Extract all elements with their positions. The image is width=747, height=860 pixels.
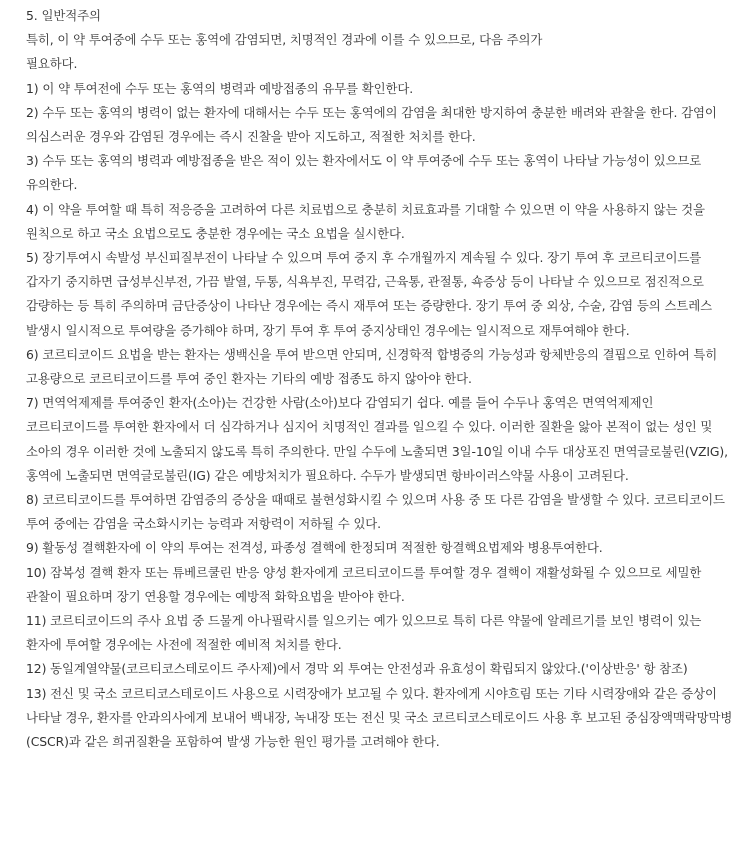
precaution-item-1: 1) 이 약 투여전에 수두 또는 홍역의 병력과 예방접종의 유무를 확인한다. — [26, 80, 414, 96]
precaution-item-12: 12) 동일계열약물(코르티코스테로이드 주사제)에서 경막 외 투여는 안전성과 유효성이 확립되지 않았다.('이상반응' 항 참조) — [26, 661, 688, 677]
precaution-item-13: 13) 전신 및 국소 코르티코스테로이드 사용으로 시력장애가 보고될 수 있다. 환자에게 시야흐림 또는 기타 시력장애와 같은 증상이 나타날 경우, 환자를 안과의사에게 보내어 백내장, 녹내장 또는 전신 및 국소 코르티코스테로이드 사용 후 보고된 중심장액맥락망막병(CSCR)과 같은 희귀질환을 포함하여 발생 가능한 원인 평가를 고려해야 한다. — [26, 685, 733, 750]
section-title: 5. 일반적주의 — [26, 8, 101, 23]
precaution-item-2: 2) 수두 또는 홍역의 병력이 없는 환자에 대해서는 수두 또는 홍역에의 감염을 최대한 방지하여 충분한 배려와 관찰을 한다. 감염이 의심스러운 경우와 감염된 경우에는 즉시 진찰을 받아 지도하고, 적절한 처치를 한다. — [26, 104, 721, 145]
precaution-item-3: 3) 수두 또는 홍역의 병력과 예방접종을 받은 적이 있는 환자에서도 이 약 투여중에 수두 또는 홍역이 나타날 가능성이 있으므로 유의한다. — [26, 153, 705, 193]
precaution-item-6: 6) 코르티코이드 요법을 받는 환자는 생백신을 투여 받으면 안되며, 신경학적 합병증의 가능성과 항체반응의 결핍으로 인하여 특히 고용량으로 코르티코이드를 투여 중인 환자는 기타의 예방 접종도 하지 않아야 한다. — [26, 346, 721, 387]
precaution-item-8: 8) 코르티코이드를 투여하면 감염증의 증상을 때때로 불현성화시킬 수 있으며 사용 중 또 다른 감염을 발생할 수 있다. 코르티코이드 투여 중에는 감염을 국소화시키는 능력과 저항력이 저하될 수 있다. — [26, 492, 729, 532]
intro-line: 필요하다. — [26, 56, 78, 72]
precaution-item-10: 10) 잠복성 결핵 환자 또는 튜베르쿨린 반응 양성 환자에게 코르티코이드를 투여할 경우 결핵이 재활성화될 수 있으므로 세밀한 관찰이 필요하며 장기 연용할 경우에는 예방적 화학요법을 받아야 한다. — [26, 564, 706, 604]
precaution-item-9: 9) 활동성 결핵환자에 이 약의 투여는 전격성, 파종성 결핵에 한정되며 적절한 항결핵요법제와 병용투여한다. — [26, 540, 603, 556]
intro-line: 특히, 이 약 투여중에 수두 또는 홍역에 감염되면, 치명적인 경과에 이를 수 있으므로, 다음 주의가 — [26, 32, 543, 48]
precaution-item-7: 7) 면역억제제를 투여중인 환자(소아)는 건강한 사람(소아)보다 감염되기 쉽다. 예를 들어 수두나 홍역은 면역억제제인 코르티코이드를 투여한 환자에서 더 심각하거나 심지어 치명적인 결과를 일으킬 수 있다. 이러한 질환을 앓아 본적이 없는 성인 및 소아의 경우 이러한 것에 노출되지 않도록 특히 주의한다. 만일 수두에 노출되면 3일-10일 이내 수두 대상포진 면역글로불린(VZIG), 홍역에 노출되면 면역글로불린(IG) 같은 예방처치가 필요하다. 수두가 발생되면 항바이러스약물 사용이 고려된다. — [26, 395, 732, 483]
precaution-item-11: 11) 코르티코이드의 주사 요법 중 드물게 아나필락시를 일으키는 예가 있으므로 특히 다른 약물에 알레르기를 보인 병력이 있는 환자에 투여할 경우에는 사전에 적절한 예비적 처치를 한다. — [26, 613, 706, 653]
precaution-item-4: 4) 이 약을 투여할 때 특히 적응증을 고려하여 다른 치료법으로 충분히 치료효과를 기대할 수 있으면 이 약을 사용하지 않는 것을 원칙으로 하고 국소 요법으로도 충분한 경우에는 국소 요법을 실시한다. — [26, 201, 709, 241]
precaution-item-5: 5) 장기투여시 속발성 부신피질부전이 나타날 수 있으며 투여 중지 후 수개월까지 계속될 수 있다. 장기 투여 후 코르티코이드를 갑자기 중지하면 급성부신부전, 가끔 발열, 두통, 식욕부진, 무력감, 근육통, 관절통, 쇽증상 등이 나타날 수 있으므로 점진적으로 감량하는 등 특히 주의하며 금단증상이 나타난 경우에는 즉시 재투여 또는 증량한다. 장기 투여 중 외상, 수술, 감염 등의 스트레스 발생시 일시적으로 투여량을 증가해야 하며, 장기 투여 후 투여 중지상태인 경우에는 일시적으로 재투여해야 한다. — [26, 250, 716, 338]
